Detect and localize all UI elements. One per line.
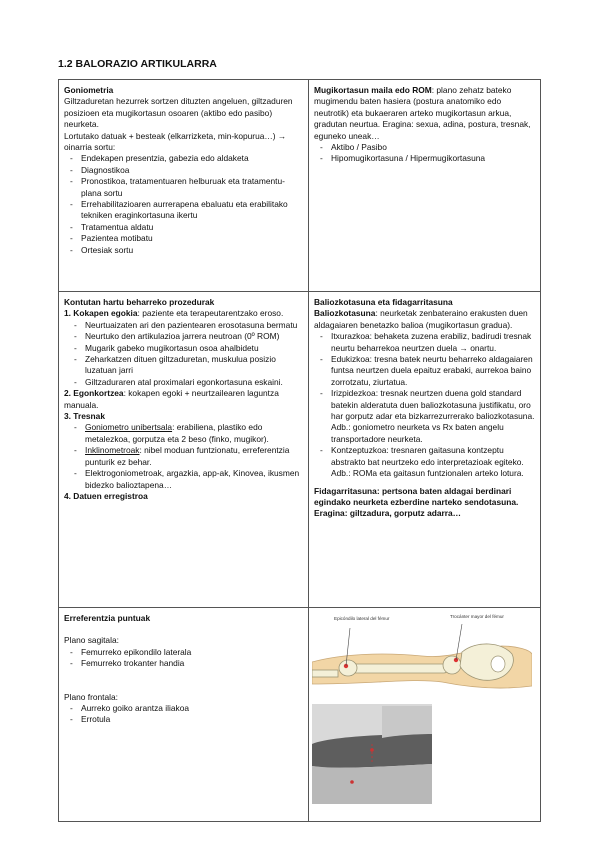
tool-text: Elektrogoniometroak, argazkia, app-ak, Kinovea, ikusmen bidezko balioztapena… bbox=[85, 468, 300, 490]
frontal-label: Plano frontala: bbox=[64, 691, 119, 702]
list-item: - Ortesiak sortu bbox=[70, 245, 303, 256]
step-2 bbox=[64, 388, 303, 411]
step-2-text: : kokapen egoki + neurtzailearen laguntza manuala. bbox=[64, 388, 279, 410]
list-item: - Neurtuko den artikulazioa jarrera neutroan (0º ROM) bbox=[74, 331, 303, 342]
table-row bbox=[59, 80, 541, 292]
balio-def-label: Baliozkotasuna bbox=[314, 308, 376, 319]
tool-text: : erabiliena, plastiko edo metalezkoa, gorputza eta 2 beso (finko, mugikor). bbox=[85, 422, 269, 444]
erreferentzia-title: Erreferentzia puntuak bbox=[64, 613, 151, 623]
list-item: - Neurtuaizaten ari den pazientearen erosotasuna bermatu bbox=[74, 320, 303, 331]
step-3-label: 3. Tresnak bbox=[64, 411, 105, 422]
fidagarritasuna-text: Fidagarritasuna: pertsona baten aldagai berdinari egindako neurketa ezberdine narteko sendotasuna. Eragina: giltzadura, gorputz adarra… bbox=[314, 485, 519, 519]
list-item: - Femurreko trokanter handia bbox=[70, 658, 303, 669]
iliac-spine-marker-icon bbox=[370, 748, 374, 752]
balio-cell bbox=[309, 292, 541, 608]
balio-title: Baliozkotasuna eta fidagarritasuna bbox=[314, 297, 453, 307]
list-item: - Diagnostikoa bbox=[70, 165, 303, 176]
frontal-list bbox=[64, 703, 303, 726]
sagital-list bbox=[64, 647, 303, 670]
content-table bbox=[58, 79, 541, 822]
frontal-figure bbox=[312, 704, 537, 804]
label-trochanter: Trocánter mayor del fémur bbox=[450, 614, 504, 619]
table-row bbox=[59, 292, 541, 608]
list-item: - Edukizkoa: tresna batek neurtu beharreko aldagaiaren funtsa neurtzen duela epaituz erabaki, aurrekoa baino zorrotzatu, ziurtatua. bbox=[320, 354, 535, 388]
step-1-list bbox=[64, 320, 303, 388]
list-item: - Mugarik gabeko mugikortasun osoa ahalbidetu bbox=[74, 343, 303, 354]
list-item: - Pronostikoa, tratamentuaren helburuak eta tratamentu-plana sortu bbox=[70, 176, 303, 199]
label-epicondyle: Epicóndilo lateral del fémur bbox=[334, 616, 390, 621]
step-1 bbox=[64, 308, 303, 319]
rom-title: Mugikortasun maila edo ROM bbox=[314, 85, 432, 95]
balio-definition bbox=[314, 308, 535, 331]
list-item: - Tratamentua aldatu bbox=[70, 222, 303, 233]
rom-cell bbox=[309, 80, 541, 292]
list-item: - Hipomugikortasuna / Hipermugikortasuna bbox=[320, 153, 535, 164]
figures-cell bbox=[309, 608, 541, 822]
leg-bone-illustration bbox=[312, 612, 532, 700]
sagital-figure bbox=[312, 612, 537, 700]
frontal-photo bbox=[312, 704, 432, 804]
rom-list bbox=[314, 142, 535, 165]
list-item bbox=[74, 468, 303, 491]
list-item: - Irizpidezkoa: tresnak neurtzen duena gold standard batekin alderatuta duen baliozkotasuna justifikatu, oro har gorputz adar eta bizkarrezurrerako baliozkotasuna. Adb.: goniometro neurketa vs Rx baten angelu transportadore neurketa. bbox=[320, 388, 535, 445]
prozedurak-cell bbox=[59, 292, 309, 608]
erreferentzia-cell bbox=[59, 608, 309, 822]
list-item: - Aurreko goiko arantza iliakoa bbox=[70, 703, 303, 714]
list-item: - Zeharkatzen dituen giltzaduretan, muskulua posizio luzatuan jarri bbox=[74, 354, 303, 377]
list-item: - Femurreko epikondilo laterala bbox=[70, 647, 303, 658]
list-item: - Aktibo / Pasibo bbox=[320, 142, 535, 153]
list-item: - Errehabilitazioaren aurrerapena ebaluatu eta erabilitako tekniken eraginkortasuna ikertu bbox=[70, 199, 303, 222]
list-item: - Giltzaduraren atal proximalari egonkortasuna eskaini. bbox=[74, 377, 303, 388]
table-row bbox=[59, 608, 541, 822]
balio-list bbox=[314, 331, 535, 479]
goniometria-data-line: Lortutako datuak + besteak (elkarrizketa, min-kopurua…) → oinarria sortu: bbox=[64, 130, 287, 153]
list-item: - Kontzeptuzkoa: tresnaren gaitasuna kontzeptu abstrakto bat neurtzeko edo interpretazioak egiteko. Adb.: ROMa eta gaitasun funtzionalen arteko lotura. bbox=[320, 445, 535, 479]
tool-name: Goniometro unibertsala bbox=[85, 422, 173, 433]
balio-def-text: : neurketak zenbateraino erakusten duen aldagaiaren benetazko balioa (mugikortasun gradua). bbox=[314, 308, 528, 330]
goniometria-intro: Giltzaduretan hezurrek sortzen dituzten angeluen, giltzaduren posizioen eta mugikortasun osoaren (aktibo edo pasibo) neurketa. bbox=[64, 96, 293, 130]
goniometria-list bbox=[64, 153, 303, 256]
list-item: - Pazientea motibatu bbox=[70, 233, 303, 244]
tool-name: Inklinometroak bbox=[85, 445, 140, 456]
tools-list bbox=[64, 422, 303, 490]
step-4-label: 4. Datuen erregistroa bbox=[64, 490, 148, 501]
list-item bbox=[74, 422, 303, 445]
step-1-label: 1. Kokapen egokia bbox=[64, 308, 138, 319]
page-title: 1.2 BALORAZIO ARTIKULARRA bbox=[58, 58, 217, 70]
list-item: - Endekapen presentzia, gabezia edo aldaketa bbox=[70, 153, 303, 164]
step-2-label: 2. Egonkortzea bbox=[64, 388, 124, 399]
list-item: - Errotula bbox=[70, 714, 303, 725]
rom-definition bbox=[314, 85, 535, 142]
list-item: - Itxurazkoa: behaketa zuzena erabiliz, badirudi tresnak neurtu beharrekoa neurtzen duela → onartu. bbox=[320, 331, 535, 354]
goniometria-title: Goniometria bbox=[64, 85, 114, 95]
prozedurak-title: Kontutan hartu beharreko prozedurak bbox=[64, 297, 215, 307]
goniometria-cell bbox=[59, 80, 309, 292]
patella-marker-icon bbox=[350, 780, 354, 784]
tool-text: : nibel moduan funtzionatu, erreferentzia punturik ez behar. bbox=[85, 445, 290, 467]
step-1-text: : paziente eta terapeutarentzako eroso. bbox=[137, 308, 284, 319]
sagital-label: Plano sagitala: bbox=[64, 635, 119, 646]
rom-text: : plano zehatz bateko mugimendu baten hasiera (postura anatomiko edo neutrotik) eta bukaeraren arteko mugikortasun arkua, gradutan neurtua. Eragina: sexua, adina, postura, tresnak, eguneko uneak… bbox=[314, 85, 531, 141]
list-item bbox=[74, 445, 303, 468]
